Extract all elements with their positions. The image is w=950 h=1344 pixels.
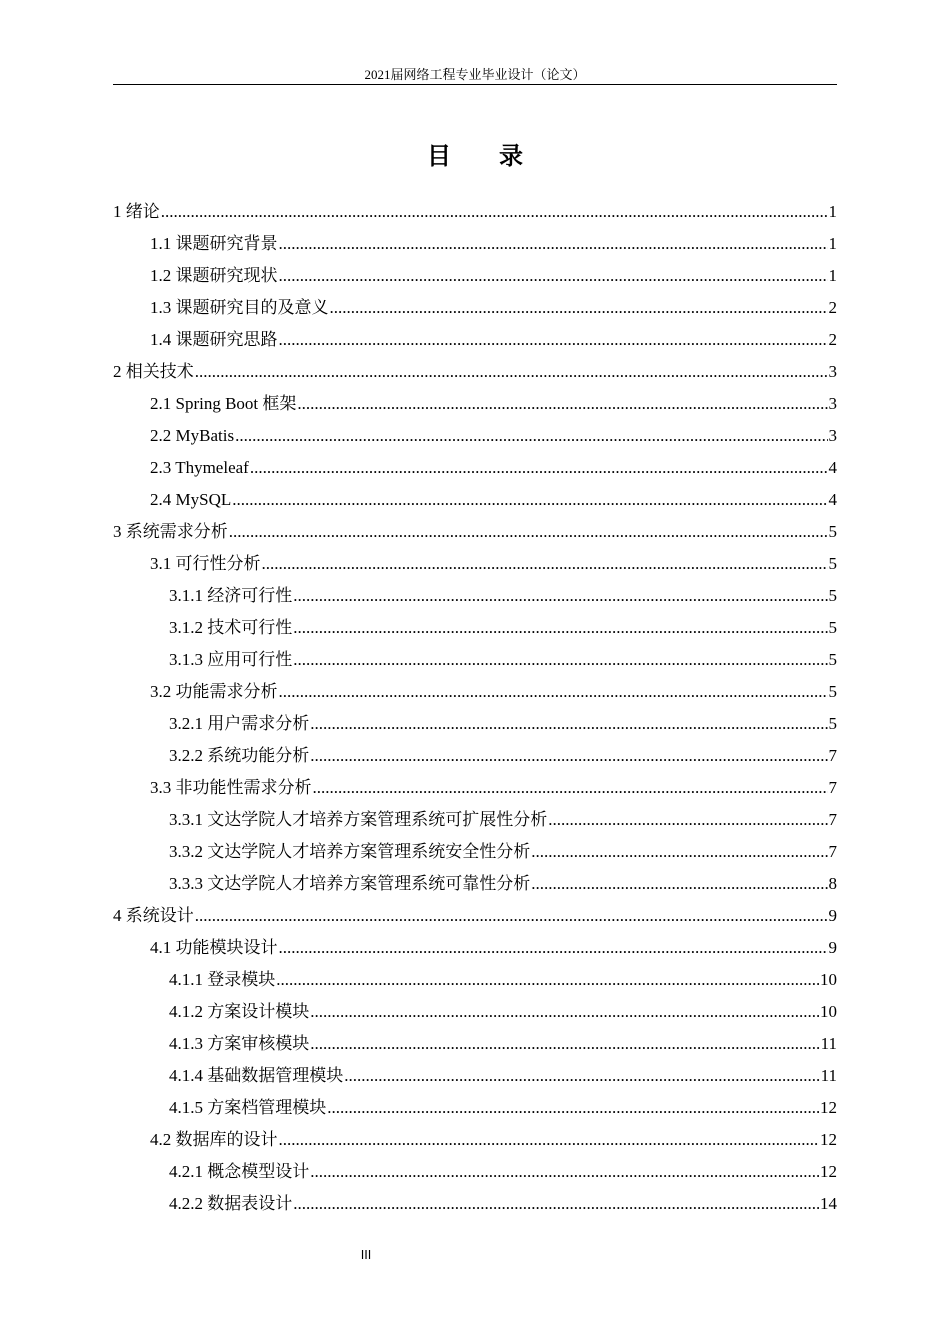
toc-entry-page: 7 bbox=[828, 746, 837, 765]
toc-entry-label: 4.1.3 方案审核模块 bbox=[169, 1034, 310, 1053]
toc-entry[interactable] bbox=[113, 228, 837, 260]
header-rule bbox=[113, 84, 837, 85]
toc-entry[interactable] bbox=[113, 388, 837, 420]
toc-entry-label: 3.2.1 用户需求分析 bbox=[169, 714, 310, 733]
toc-entry[interactable] bbox=[113, 676, 837, 708]
dot-leader bbox=[310, 1156, 819, 1188]
toc-title-char-1: 目 bbox=[427, 142, 451, 170]
toc-entry-label: 2.4 MySQL bbox=[150, 490, 232, 509]
toc-entry[interactable] bbox=[113, 1156, 837, 1188]
toc-entry-label: 3 系统需求分析 bbox=[113, 522, 228, 541]
toc-entry[interactable] bbox=[113, 644, 837, 676]
toc-entry-label: 2 相关技术 bbox=[113, 362, 194, 381]
toc-entry[interactable] bbox=[113, 708, 837, 740]
toc-entry-page: 7 bbox=[828, 842, 837, 861]
toc-entry-page: 10 bbox=[820, 970, 837, 989]
toc-entry-page: 5 bbox=[828, 618, 837, 637]
toc-entry-label: 3.3 非功能性需求分析 bbox=[150, 778, 312, 797]
toc-entry[interactable] bbox=[113, 260, 837, 292]
toc-entry[interactable] bbox=[113, 1188, 837, 1220]
toc-entry-label: 1.1 课题研究背景 bbox=[150, 234, 278, 253]
toc-entry[interactable] bbox=[113, 324, 837, 356]
toc-entry-page: 2 bbox=[828, 330, 837, 349]
toc-entry[interactable] bbox=[113, 612, 837, 644]
toc-entry-label: 2.2 MyBatis bbox=[150, 426, 235, 445]
toc-entry[interactable] bbox=[113, 772, 837, 804]
toc-entry[interactable] bbox=[113, 1124, 837, 1156]
toc-entry[interactable] bbox=[113, 484, 837, 516]
dot-leader bbox=[310, 1028, 819, 1060]
toc-entry-page: 3 bbox=[828, 394, 837, 413]
toc-entry-page: 12 bbox=[820, 1098, 837, 1117]
toc-entry-label: 3.3.3 文达学院人才培养方案管理系统可靠性分析 bbox=[169, 874, 531, 893]
dot-leader bbox=[279, 1124, 820, 1156]
toc-entry-page: 5 bbox=[828, 650, 837, 669]
running-header: 2021届网络工程专业毕业设计（论文） bbox=[364, 67, 586, 82]
toc-entry-page: 10 bbox=[820, 1002, 837, 1021]
dot-leader bbox=[279, 260, 828, 292]
dot-leader bbox=[279, 324, 828, 356]
page-number: III bbox=[360, 1248, 372, 1262]
toc-entry-label: 4.1.4 基础数据管理模块 bbox=[169, 1066, 344, 1085]
dot-leader bbox=[279, 932, 828, 964]
toc-entry-page: 5 bbox=[828, 714, 837, 733]
toc-entry-page: 14 bbox=[820, 1194, 837, 1213]
toc-entry-label: 2.1 Spring Boot 框架 bbox=[150, 394, 297, 413]
toc-entry-label: 4.1.2 方案设计模块 bbox=[169, 1002, 310, 1021]
table-of-contents bbox=[113, 196, 837, 1220]
toc-title-char-2: 录 bbox=[499, 142, 523, 170]
toc-entry-label: 4.1.1 登录模块 bbox=[169, 970, 276, 989]
toc-entry-label: 3.1.2 技术可行性 bbox=[169, 618, 293, 637]
toc-entry-label: 3.3.2 文达学院人才培养方案管理系统安全性分析 bbox=[169, 842, 531, 861]
dot-leader bbox=[310, 708, 827, 740]
toc-entry-page: 11 bbox=[820, 1034, 837, 1053]
toc-entry-label: 3.2.2 系统功能分析 bbox=[169, 746, 310, 765]
toc-entry-page: 1 bbox=[828, 234, 837, 253]
dot-leader bbox=[293, 580, 827, 612]
toc-entry[interactable] bbox=[113, 996, 837, 1028]
dot-leader bbox=[330, 292, 828, 324]
toc-entry-label: 4.1 功能模块设计 bbox=[150, 938, 278, 957]
toc-entry-page: 1 bbox=[828, 266, 837, 285]
toc-entry-page: 2 bbox=[828, 298, 837, 317]
toc-entry[interactable] bbox=[113, 804, 837, 836]
toc-entry-label: 4.2.2 数据表设计 bbox=[169, 1194, 293, 1213]
dot-leader bbox=[327, 1092, 819, 1124]
toc-entry-label: 2.3 Thymeleaf bbox=[150, 458, 249, 477]
dot-leader bbox=[279, 676, 828, 708]
toc-entry-label: 4.2 数据库的设计 bbox=[150, 1130, 278, 1149]
toc-entry-page: 7 bbox=[828, 810, 837, 829]
toc-entry-page: 12 bbox=[820, 1162, 837, 1181]
dot-leader bbox=[293, 1188, 819, 1220]
toc-entry-label: 4 系统设计 bbox=[113, 906, 194, 925]
dot-leader bbox=[229, 516, 828, 548]
dot-leader bbox=[293, 612, 827, 644]
toc-entry-label: 3.2 功能需求分析 bbox=[150, 682, 278, 701]
toc-entry-label: 3.1 可行性分析 bbox=[150, 554, 261, 573]
toc-entry[interactable] bbox=[113, 932, 837, 964]
toc-entry-label: 3.3.1 文达学院人才培养方案管理系统可扩展性分析 bbox=[169, 810, 548, 829]
toc-entry[interactable] bbox=[113, 516, 837, 548]
dot-leader bbox=[344, 1060, 819, 1092]
toc-entry-label: 1.3 课题研究目的及意义 bbox=[150, 298, 329, 317]
toc-entry-page: 5 bbox=[828, 554, 837, 573]
dot-leader bbox=[195, 356, 828, 388]
toc-entry[interactable] bbox=[113, 196, 837, 228]
toc-entry-page: 9 bbox=[828, 938, 837, 957]
toc-entry[interactable] bbox=[113, 868, 837, 900]
toc-entry[interactable] bbox=[113, 964, 837, 996]
toc-entry-page: 3 bbox=[828, 426, 837, 445]
toc-entry-page: 12 bbox=[820, 1130, 837, 1149]
toc-entry-page: 5 bbox=[828, 586, 837, 605]
toc-entry[interactable] bbox=[113, 1060, 837, 1092]
toc-title bbox=[0, 140, 950, 172]
dot-leader bbox=[232, 484, 827, 516]
toc-entry-page: 1 bbox=[828, 202, 837, 221]
dot-leader bbox=[293, 644, 827, 676]
toc-entry[interactable] bbox=[113, 420, 837, 452]
toc-entry-label: 1.4 课题研究思路 bbox=[150, 330, 278, 349]
dot-leader bbox=[548, 804, 827, 836]
dot-leader bbox=[297, 388, 827, 420]
toc-entry-page: 9 bbox=[828, 906, 837, 925]
dot-leader bbox=[235, 420, 827, 452]
dot-leader bbox=[161, 196, 828, 228]
toc-entry[interactable] bbox=[113, 356, 837, 388]
toc-entry-label: 3.1.3 应用可行性 bbox=[169, 650, 293, 669]
toc-entry[interactable] bbox=[113, 740, 837, 772]
toc-entry-label: 3.1.1 经济可行性 bbox=[169, 586, 293, 605]
toc-entry-page: 4 bbox=[828, 490, 837, 509]
toc-entry-page: 3 bbox=[828, 362, 837, 381]
dot-leader bbox=[531, 836, 827, 868]
toc-entry[interactable] bbox=[113, 580, 837, 612]
dot-leader bbox=[250, 452, 828, 484]
toc-entry[interactable] bbox=[113, 1028, 837, 1060]
toc-entry[interactable] bbox=[113, 452, 837, 484]
dot-leader bbox=[195, 900, 828, 932]
toc-entry-label: 1 绪论 bbox=[113, 202, 160, 221]
toc-entry-page: 5 bbox=[828, 682, 837, 701]
toc-entry[interactable] bbox=[113, 900, 837, 932]
toc-entry[interactable] bbox=[113, 836, 837, 868]
toc-entry-page: 4 bbox=[828, 458, 837, 477]
toc-entry[interactable] bbox=[113, 292, 837, 324]
toc-entry-page: 7 bbox=[828, 778, 837, 797]
dot-leader bbox=[310, 996, 819, 1028]
dot-leader bbox=[313, 772, 828, 804]
dot-leader bbox=[279, 228, 828, 260]
toc-entry-page: 11 bbox=[820, 1066, 837, 1085]
toc-entry-label: 4.2.1 概念模型设计 bbox=[169, 1162, 310, 1181]
dot-leader bbox=[262, 548, 828, 580]
dot-leader bbox=[531, 868, 827, 900]
toc-entry[interactable] bbox=[113, 548, 837, 580]
dot-leader bbox=[310, 740, 827, 772]
toc-entry-page: 8 bbox=[828, 874, 837, 893]
toc-entry[interactable] bbox=[113, 1092, 837, 1124]
toc-entry-page: 5 bbox=[828, 522, 837, 541]
toc-entry-label: 1.2 课题研究现状 bbox=[150, 266, 278, 285]
toc-entry-label: 4.1.5 方案档管理模块 bbox=[169, 1098, 327, 1117]
dot-leader bbox=[276, 964, 819, 996]
